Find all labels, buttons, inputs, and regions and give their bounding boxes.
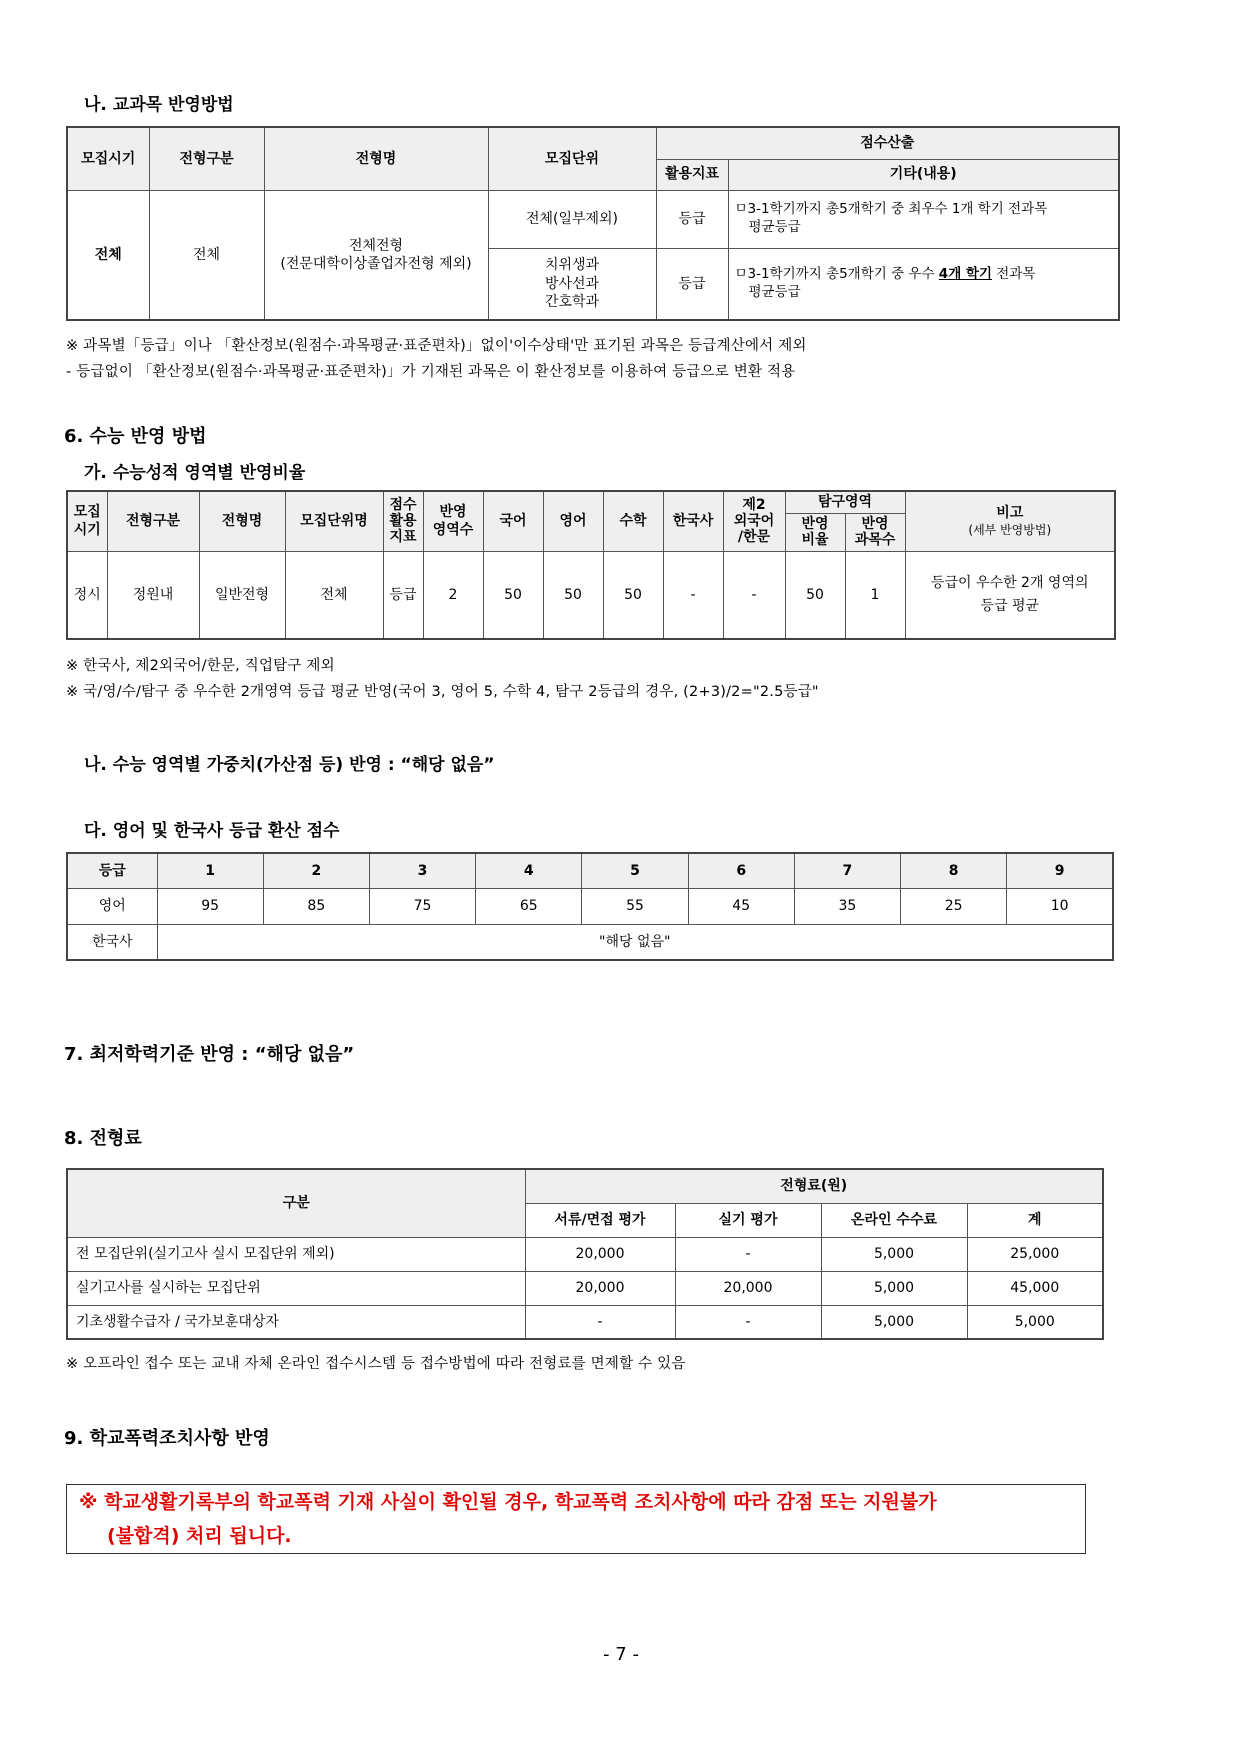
h-note	[905, 491, 1115, 551]
section-title-subject-method: 나. 교과목 반영방법	[84, 95, 234, 115]
school-violence-warning	[79, 1485, 1079, 1553]
h-grade: 등급	[67, 853, 157, 888]
warning-line2: (불합격) 처리 됩니다.	[107, 1525, 292, 1547]
h-eng: 영어	[543, 491, 603, 551]
c-kor: 50	[483, 551, 543, 639]
eng-score-6: 45	[688, 888, 794, 924]
fee-row1-cat: 전 모집단위(실기고사 실시 모집단위 제외)	[67, 1237, 525, 1271]
grade-3: 3	[369, 853, 475, 888]
eng-score-7: 35	[794, 888, 900, 924]
c-note-2: 등급 평균	[980, 597, 1040, 614]
h-name: 전형명	[199, 491, 285, 551]
cell-row1-index: 등급	[656, 190, 728, 248]
c-name: 일반전형	[199, 551, 285, 639]
h-lang-2: 외국어	[733, 513, 775, 530]
eng-score-4: 65	[476, 888, 582, 924]
h-index-2: 활용	[389, 513, 417, 530]
h-total: 계	[967, 1203, 1103, 1237]
cell-name-line2: (전문대학이상졸업자전형 제외)	[280, 255, 472, 272]
hist-label: 한국사	[67, 924, 157, 960]
table-row	[67, 1271, 1103, 1305]
h-hist: 한국사	[663, 491, 723, 551]
fee-row3-online: 5,000	[821, 1305, 967, 1339]
fee-row3-doc: -	[525, 1305, 675, 1339]
h-lang-3: /한문	[737, 529, 771, 546]
h-count-2: 영역수	[432, 522, 474, 539]
c-period: 정시	[67, 551, 107, 639]
c-inq-ratio: 50	[785, 551, 845, 639]
row1-etc-line2: 평균등급	[748, 219, 801, 235]
eng-score-1: 95	[157, 888, 263, 924]
c-note-1: 등급이 우수한 2개 영역의	[931, 575, 1089, 592]
fee-row2-online: 5,000	[821, 1271, 967, 1305]
h-inq: 탐구영역	[785, 491, 905, 513]
grade-9: 9	[1007, 853, 1113, 888]
cell-name-line1: 전체전형	[348, 237, 404, 254]
h-prac: 실기 평가	[675, 1203, 821, 1237]
c-lang: -	[723, 551, 785, 639]
h-period-1: 모집	[73, 504, 101, 521]
header-period: 모집시기	[67, 127, 149, 190]
school-violence-warning-box	[66, 1484, 1086, 1554]
h-period	[67, 491, 107, 551]
c-math: 50	[603, 551, 663, 639]
grade-5: 5	[582, 853, 688, 888]
section-title-fee: 8. 전형료	[64, 1128, 142, 1149]
warning-line1: ※ 학교생활기록부의 학교폭력 기재 사실이 확인될 경우, 학교폭력 조치사항에 따라 감점 또는 지원불가	[79, 1491, 937, 1513]
c-note	[905, 551, 1115, 639]
section-title-school-violence: 9. 학교폭력조치사항 반영	[64, 1428, 270, 1449]
c-count: 2	[423, 551, 483, 639]
grade-conversion-table	[66, 852, 1114, 961]
c-type: 정원내	[107, 551, 199, 639]
h-period-2: 시기	[73, 522, 101, 539]
h-unit: 모집단위명	[285, 491, 383, 551]
fee-row2-doc: 20,000	[525, 1271, 675, 1305]
row2-etc-post: 전과목	[992, 266, 1036, 283]
section-title-csat: 6. 수능 반영 방법	[64, 426, 207, 447]
fee-row2-total: 45,000	[967, 1271, 1103, 1305]
h-inq-ratio-1: 반영	[801, 515, 829, 532]
grade-1: 1	[157, 853, 263, 888]
grade-2: 2	[263, 853, 369, 888]
row2-unit-3: 간호학과	[544, 293, 600, 310]
h-math: 수학	[603, 491, 663, 551]
fee-row1-total: 25,000	[967, 1237, 1103, 1271]
fee-row2-cat: 실기고사를 실시하는 모집단위	[67, 1271, 525, 1305]
eng-score-9: 10	[1007, 888, 1113, 924]
fee-row3-cat: 기초생활수급자 / 국가보훈대상자	[67, 1305, 525, 1339]
eng-score-5: 55	[582, 888, 688, 924]
h-inq-ratio-2: 비율	[801, 532, 829, 548]
grade-8: 8	[901, 853, 1007, 888]
cell-row2-unit	[488, 248, 656, 320]
h-type: 전형구분	[107, 491, 199, 551]
section-title-csat-ratio: 가. 수능성적 영역별 반영비율	[84, 463, 306, 483]
h-kor: 국어	[483, 491, 543, 551]
fee-row3-prac: -	[675, 1305, 821, 1339]
fee-row3-total: 5,000	[967, 1305, 1103, 1339]
row2-etc-bold: 4개 학기	[938, 266, 993, 283]
grade-7: 7	[794, 853, 900, 888]
csat-ratio-table	[66, 490, 1116, 640]
cell-period: 전체	[67, 190, 149, 320]
h-cat: 구분	[67, 1169, 525, 1237]
h-inq-cnt-2: 과목수	[854, 532, 896, 548]
note-subject-2: - 등급없이 「환산정보(원점수·과목평균·표준편차)」가 기재된 과목은 이 환산정보를 이용하여 등급으로 변환 적용	[66, 364, 796, 380]
eng-label: 영어	[67, 888, 157, 924]
h-note-2: (세부 반영방법)	[968, 522, 1052, 537]
cell-type: 전체	[149, 190, 264, 320]
note-subject-1: ※ 과목별「등급」이나 「환산정보(원점수·과목평균·표준편차)」없이'이수상태'만 표기된 과목은 등급계산에서 제외	[66, 338, 807, 354]
fee-table	[66, 1168, 1104, 1340]
h-inq-cnt-1: 반영	[861, 515, 889, 532]
h-doc: 서류/면접 평가	[525, 1203, 675, 1237]
cell-row1-etc	[728, 190, 1119, 248]
fee-row2-prac: 20,000	[675, 1271, 821, 1305]
h-count	[423, 491, 483, 551]
header-index: 활용지표	[656, 159, 728, 190]
row1-etc-line1: ㅁ3-1학기까지 총5개학기 중 최우수 1개 학기 전과목	[734, 201, 1048, 218]
header-score: 점수산출	[656, 127, 1119, 159]
cell-name	[264, 190, 488, 320]
h-index-1: 점수	[389, 497, 417, 514]
eng-score-2: 85	[263, 888, 369, 924]
note-csat-1: ※ 한국사, 제2외국어/한문, 직업탐구 제외	[66, 658, 335, 674]
cell-row1-unit: 전체(일부제외)	[488, 190, 656, 248]
note-csat-2: ※ 국/영/수/탐구 중 우수한 2개영역 등급 평균 반영(국어 3, 영어 5, 수학 4, 탐구 2등급의 경우, (2+3)/2="2.5등급"	[66, 684, 819, 700]
header-unit: 모집단위	[488, 127, 656, 190]
h-lang-1: 제2	[742, 497, 766, 514]
c-inq-cnt: 1	[845, 551, 905, 639]
note-fee: ※ 오프라인 접수 또는 교내 자체 온라인 접수시스템 등 접수방법에 따라 전형료를 면제할 수 있음	[66, 1356, 686, 1372]
c-eng: 50	[543, 551, 603, 639]
eng-score-3: 75	[369, 888, 475, 924]
row2-unit-2: 방사선과	[544, 275, 600, 292]
h-index	[383, 491, 423, 551]
hist-value: "해당 없음"	[157, 924, 1113, 960]
grade-4: 4	[476, 853, 582, 888]
table-row	[67, 1237, 1103, 1271]
c-hist: -	[663, 551, 723, 639]
header-name: 전형명	[264, 127, 488, 190]
fee-row1-online: 5,000	[821, 1237, 967, 1271]
h-count-1: 반영	[439, 504, 467, 521]
h-lang	[723, 491, 785, 551]
fee-row1-doc: 20,000	[525, 1237, 675, 1271]
table-row	[67, 1305, 1103, 1339]
page-number: - 7 -	[603, 1644, 639, 1665]
h-inq-cnt	[845, 513, 905, 551]
cell-row2-index: 등급	[656, 248, 728, 320]
h-fee: 전형료(원)	[525, 1169, 1103, 1203]
h-inq-ratio	[785, 513, 845, 551]
section-title-grade-conversion: 다. 영어 및 한국사 등급 환산 점수	[84, 821, 340, 841]
cell-row2-etc	[728, 248, 1119, 320]
c-index: 등급	[383, 551, 423, 639]
row2-etc-pre: ㅁ3-1학기까지 총5개학기 중 우수	[734, 266, 939, 283]
grade-6: 6	[688, 853, 794, 888]
section-title-csat-weight: 나. 수능 영역별 가중치(가산점 등) 반영 : “해당 없음”	[84, 755, 495, 775]
section-title-min-standard: 7. 최저학력기준 반영 : “해당 없음”	[64, 1044, 355, 1065]
h-note-1: 비고	[996, 505, 1024, 522]
h-online: 온라인 수수료	[821, 1203, 967, 1237]
subject-method-table	[66, 126, 1120, 321]
fee-row1-prac: -	[675, 1237, 821, 1271]
c-unit: 전체	[285, 551, 383, 639]
h-index-3: 지표	[389, 529, 417, 546]
eng-score-8: 25	[901, 888, 1007, 924]
header-etc: 기타(내용)	[728, 159, 1119, 190]
header-type: 전형구분	[149, 127, 264, 190]
row2-unit-1: 치위생과	[544, 257, 600, 274]
row2-etc-line2: 평균등급	[748, 283, 801, 300]
